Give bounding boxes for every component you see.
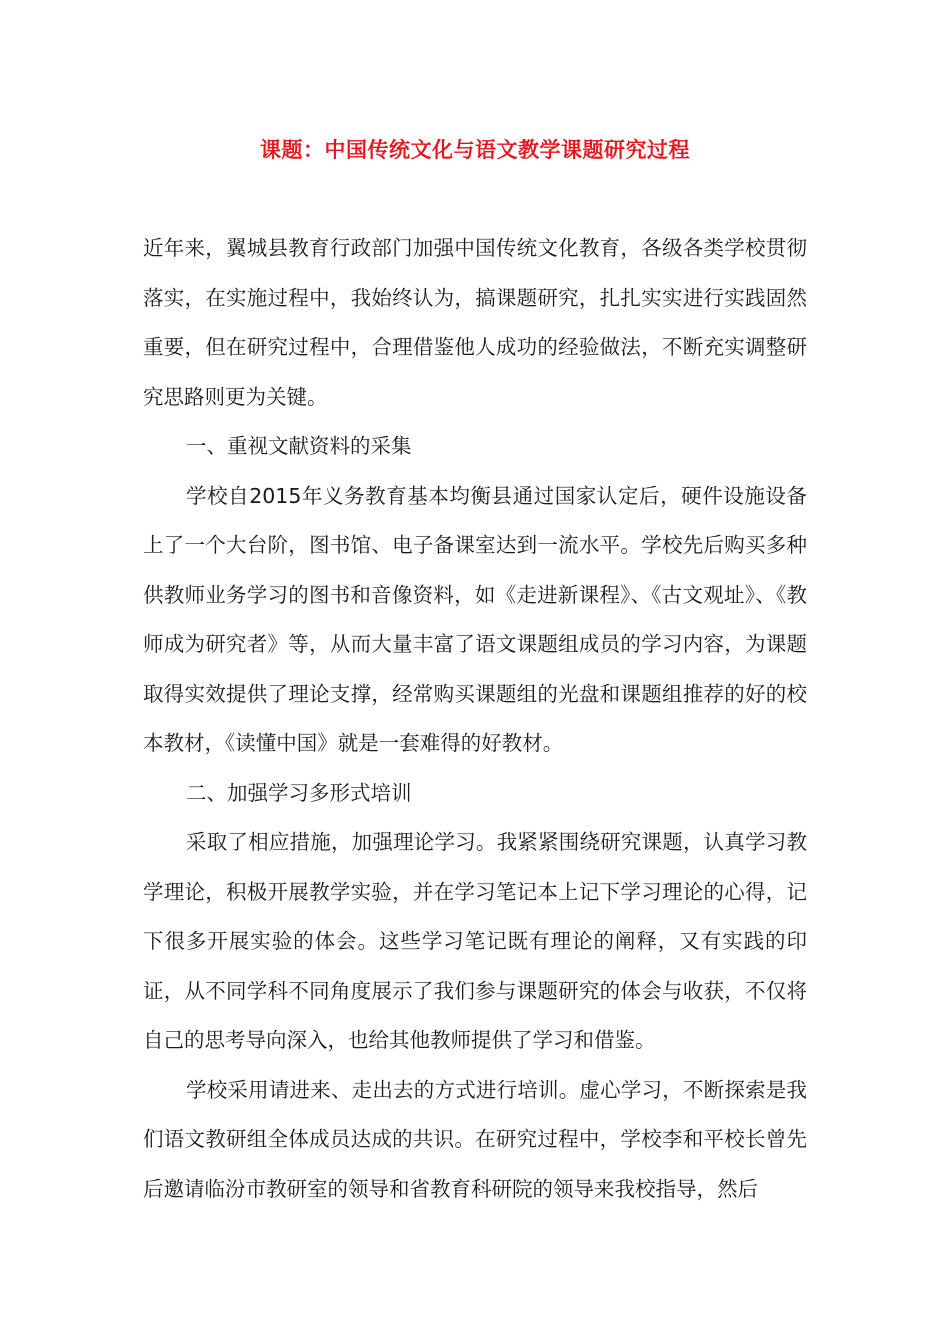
paragraph-intro: 近年来，翼城县教育行政部门加强中国传统文化教育，各级各类学校贯彻落实，在实施过程中，我始终认为，搞课题研究，扎扎实实进行实践固然重要，但在研究过程中，合理借鉴他人成功的经验做法，不断充实调整研究思路则更为关键。 bbox=[143, 236, 807, 409]
paragraph-section-1: 学校自2015年义务教育基本均衡县通过国家认定后，硬件设施设备上了一个大台阶，图书馆、电子备课室达到一流水平。学校先后购买多种供教师业务学习的图书和音像资料，如《走进新课程》、《古文观址》、《教师成为研究者》等，从而大量丰富了语文课题组成员的学习内容，为课题取得实效提供了理论支撑，经常购买课题组的光盘和课题组推荐的好的校本教材，《读懂中国》就是一套难得的好教材。 bbox=[143, 483, 807, 755]
document-title: 课题：中国传统文化与语文教学课题研究过程 bbox=[260, 138, 690, 162]
section-heading-2: 二、加强学习多形式培训 bbox=[186, 780, 412, 805]
paragraph-section-2b: 学校采用请进来、走出去的方式进行培训。虚心学习，不断探索是我们语文教研组全体成员达成的共识。在研究过程中，学校李和平校长曾先后邀请临汾市教研室的领导和省教育科研院的领导来我校指导，然后 bbox=[143, 1077, 807, 1201]
document-body bbox=[143, 224, 807, 1214]
section-heading-1: 一、重视文献资料的采集 bbox=[186, 434, 412, 458]
paragraph-section-2a: 采取了相应措施，加强理论学习。我紧紧围绕研究课题，认真学习教学理论，积极开展教学实验，并在学习笔记本上记下学习理论的心得，记下很多开展实验的体会。这些学习笔记既有理论的阐释，又有实践的印证，从不同学科不同角度展示了我们参与课题研究的体会与收获，不仅将自己的思考导向深入，也给其他教师提供了学习和借鉴。 bbox=[143, 830, 807, 1052]
